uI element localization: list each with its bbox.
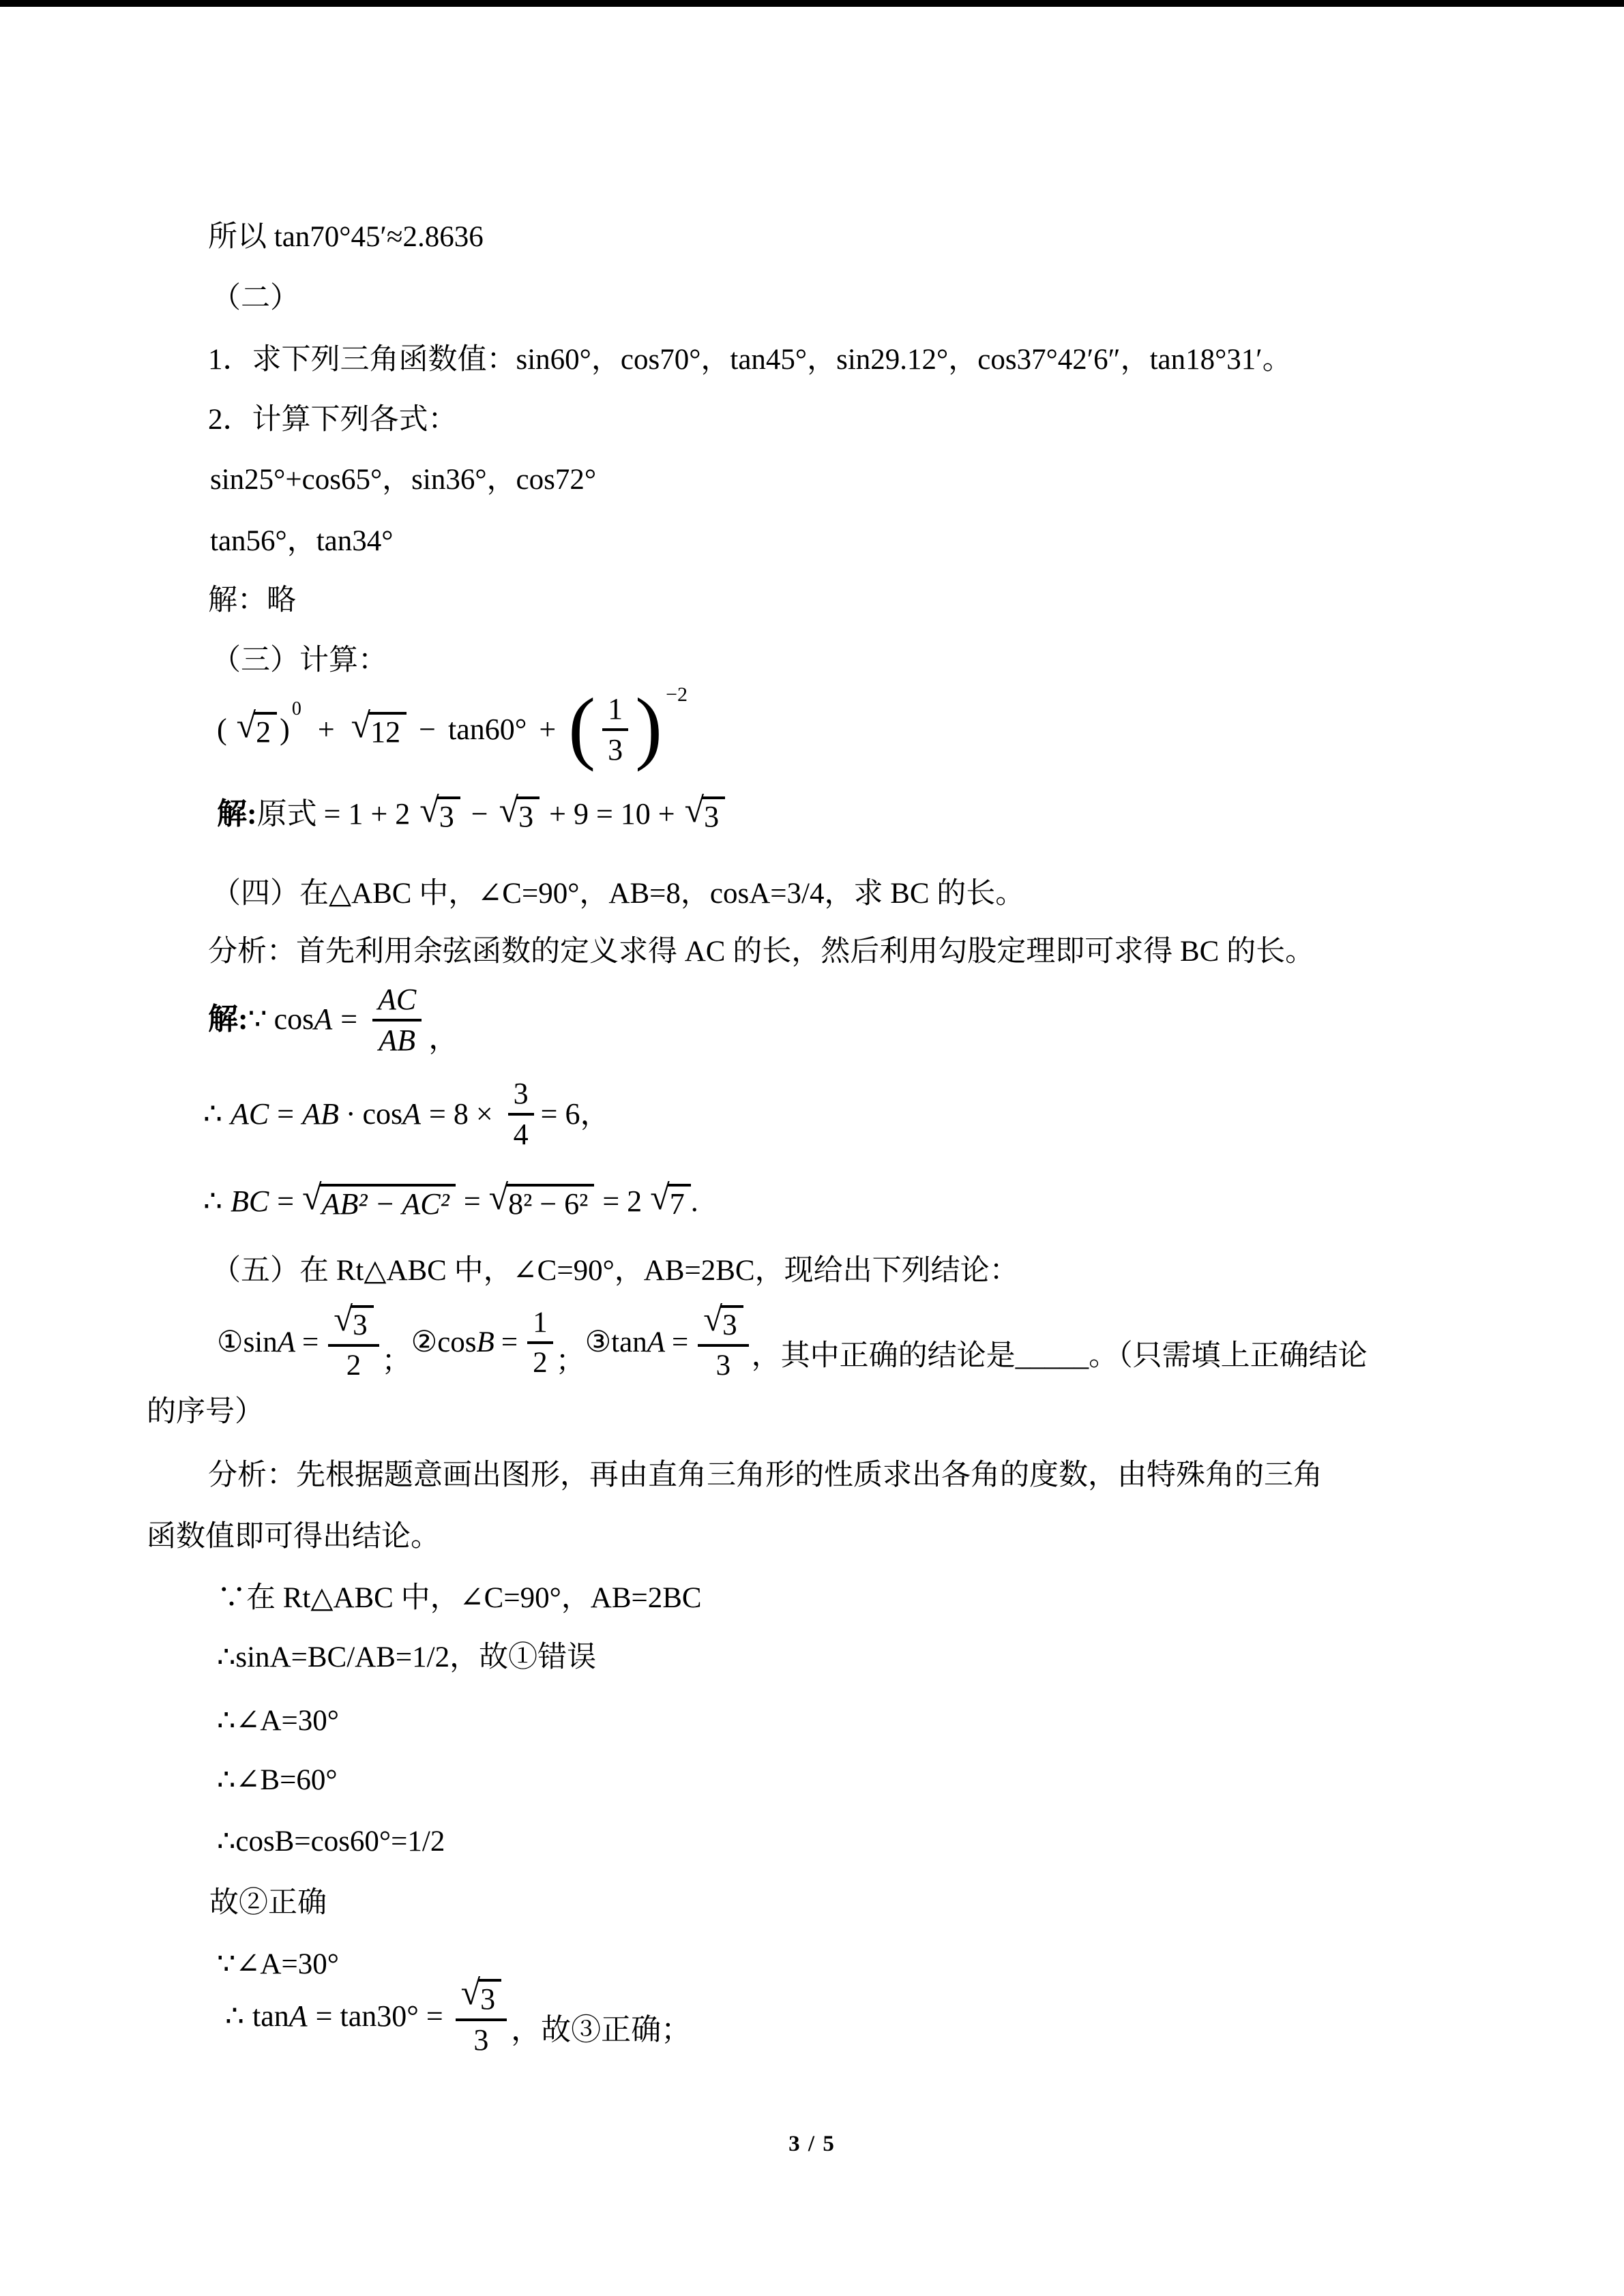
exponent-neg2: −2 xyxy=(666,683,688,706)
deduction-angleA-2: ∵∠A=30° xyxy=(217,1948,339,1980)
period: . xyxy=(690,1184,698,1218)
deduction-angleA: ∴∠A=30° xyxy=(217,1705,339,1737)
therefore-sign: ∴ xyxy=(203,1184,222,1218)
sin-func: sin xyxy=(243,1326,278,1359)
problem-2-text: 2．计算下列各式： xyxy=(208,404,458,436)
deduction-cosB: ∴cosB=cos60°=1/2 xyxy=(217,1825,445,1858)
answer-brief: 解：略 xyxy=(208,584,296,616)
page-number: 3 / 5 xyxy=(788,2132,836,2156)
sqrt-12: √ 12 xyxy=(351,712,407,747)
analysis-4-text: 分析：首先利用余弦函数的定义求得 AC 的长，然后利用勾股定理即可求得 BC 的长。 xyxy=(208,936,1315,968)
formula-bc-calculation xyxy=(203,1174,698,1229)
radical-sign: √ xyxy=(460,1973,481,2012)
sqrt-3: √ 3 xyxy=(334,1305,373,1340)
solve-label: 解: xyxy=(217,796,257,831)
var-A: A xyxy=(647,1326,665,1359)
sqrt-AB2-AC2: √ AB² − AC² xyxy=(302,1184,456,1219)
cos-func: cos xyxy=(362,1097,403,1131)
circled-3: ③ xyxy=(585,1326,612,1359)
equals-sign: = xyxy=(277,1184,295,1218)
radical-sign: √ xyxy=(703,1300,723,1338)
conclusion-2-correct: 故②正确 xyxy=(209,1887,327,1919)
cos-func: cos xyxy=(274,1002,314,1037)
fraction-sqrt3-3: √ 3 3 xyxy=(698,1305,748,1380)
radical-sign: √ xyxy=(684,791,705,830)
sqrt-7: √ 7 xyxy=(650,1184,691,1219)
conclusion-question-tail: ，其中正确的结论是_____。（只需填上正确结论 xyxy=(751,1340,1368,1373)
equals-sign: = xyxy=(340,1002,358,1037)
result: = 2 xyxy=(602,1184,643,1218)
fraction-sqrt3-2: √ 3 2 xyxy=(328,1305,379,1380)
sqrt-3: √ 3 xyxy=(685,796,726,832)
formula-conclusions xyxy=(217,1299,1368,1386)
para-tan-approx: 所以 tan70°45′≈2.8636 xyxy=(208,221,484,253)
analysis-5-line2: 函数值即可得出结论。 xyxy=(147,1521,440,1553)
fraction-three-fourths: $\frac{3}{4}$ xyxy=(508,1079,534,1150)
top-border-bar xyxy=(0,0,1624,7)
deduction-angleB: ∴∠B=60° xyxy=(217,1764,338,1796)
var-B: B xyxy=(476,1326,494,1359)
therefore-sign: ∴ xyxy=(203,1097,222,1131)
radical-sign: √ xyxy=(351,706,371,745)
equals-sign: = xyxy=(277,1097,295,1131)
var-AB: AB xyxy=(302,1097,339,1131)
cdot-sign: · xyxy=(345,1097,356,1131)
para-xuhao-continuation: 的序号） xyxy=(147,1396,264,1428)
analysis-5-line1: 分析：先根据题意画出图形，再由直角三角形的性质求出各角的度数，由特殊角的三角 xyxy=(208,1459,1323,1491)
comma: ， xyxy=(428,1022,459,1056)
sqrt-3: √ 3 xyxy=(499,796,540,832)
radical-sign: √ xyxy=(302,1178,322,1217)
equals-sign: = xyxy=(463,1184,481,1218)
cos-func: cos xyxy=(437,1326,477,1359)
circled-1: ① xyxy=(217,1326,243,1359)
fraction-sqrt3-3: √ 3 3 xyxy=(456,1979,507,2055)
sqrt-82-62: √ 8² − 6² xyxy=(489,1184,595,1219)
var-AC: AC xyxy=(231,1097,269,1131)
fraction-1-2: $\frac{1}{2}$ xyxy=(527,1308,553,1377)
equals-sign: = xyxy=(302,1326,319,1359)
plus-sign: + xyxy=(539,712,557,746)
problem-5-text: （五）在 Rt△ABC 中，∠C=90°，AB=2BC，现给出下列结论： xyxy=(211,1255,1019,1287)
sqrt-3: √ 3 xyxy=(419,796,460,832)
radical-sign: √ xyxy=(236,706,256,745)
radical-sign: √ xyxy=(488,1178,509,1217)
fraction-AC-AB: $\frac{AC}{AB}$ xyxy=(372,985,422,1056)
exponent-zero: 0 xyxy=(291,698,301,719)
solve-label: 解: xyxy=(208,1002,248,1037)
expr-tan56-line: tan56°，tan34° xyxy=(210,525,394,557)
var-A: A xyxy=(277,1326,296,1359)
formula-tan-final: ∴ tan A = tan30° = √ 3 3 ，故③正确； xyxy=(225,1973,692,2057)
because-sign: ∵ xyxy=(248,1002,267,1037)
big-close-paren: ) xyxy=(635,681,663,772)
section-heading-3-calc: （三）计算： xyxy=(211,644,387,676)
tan60-term: tan60° xyxy=(447,712,527,746)
formula-simplify: 解: 原式 = 1 + 2 √ 3 − √ 3 + 9 = 10 + √ 3 xyxy=(217,790,725,839)
semicolon: ； xyxy=(381,1345,411,1378)
sqrt-3: √ 3 xyxy=(703,1305,743,1340)
prefix-yuanshi: 原式 xyxy=(256,796,317,831)
var-A: A xyxy=(314,1002,333,1037)
fraction-one-third: $\frac{1}{3}$ xyxy=(602,694,628,765)
formula-calc-expression xyxy=(217,682,688,777)
result: = 6， xyxy=(540,1097,610,1131)
minus-sign: − xyxy=(419,712,436,746)
tan-func: tan xyxy=(611,1326,647,1359)
tan-func: tan xyxy=(252,1999,289,2033)
minus-sign: − xyxy=(471,796,488,831)
close-paren: ) xyxy=(280,712,290,746)
open-paren: ( xyxy=(217,712,227,746)
problem-4-text: （四）在△ABC 中，∠C=90°，AB=8，cosA=3/4，求 BC 的长。 xyxy=(211,878,1025,910)
expr-sin25-line: sin25°+cos65°，sin36°，cos72° xyxy=(210,464,597,496)
equals-sign: = xyxy=(501,1326,518,1359)
conclusion-3-correct: ，故③正确； xyxy=(511,2013,692,2047)
section-heading-2: （二） xyxy=(211,282,299,314)
problem-1-text: 1．求下列三角函数值：sin60°，cos70°，tan45°，sin29.12°，cos37°42′6″，tan18°31′。 xyxy=(208,344,1292,376)
formula-cos-definition xyxy=(208,984,458,1056)
var-A: A xyxy=(402,1097,422,1131)
plus-sign: + xyxy=(317,712,335,746)
semicolon: ； xyxy=(555,1345,585,1378)
big-open-paren: ( xyxy=(568,681,596,772)
var-BC: BC xyxy=(231,1184,269,1218)
var-A: A xyxy=(289,1999,308,2033)
formula-ac-calculation: ∴ AC = AB · cos A = 8 × $\frac{3}{4}$ = 6， xyxy=(203,1077,610,1151)
radical-sign: √ xyxy=(499,791,519,830)
equals-sign: = xyxy=(671,1326,689,1359)
sqrt-3: √ 3 xyxy=(461,1979,502,2014)
radical-sign: √ xyxy=(419,791,439,830)
deduction-given: ∵在 Rt△ABC 中，∠C=90°，AB=2BC xyxy=(217,1582,702,1614)
therefore-sign: ∴ xyxy=(225,1999,244,2033)
radical-sign: √ xyxy=(334,1300,353,1338)
circled-2: ② xyxy=(411,1326,438,1359)
sqrt-2: √ 2 xyxy=(237,712,278,747)
deduction-sinA: ∴sinA=BC/AB=1/2，故①错误 xyxy=(217,1641,597,1673)
radical-sign: √ xyxy=(650,1178,670,1217)
